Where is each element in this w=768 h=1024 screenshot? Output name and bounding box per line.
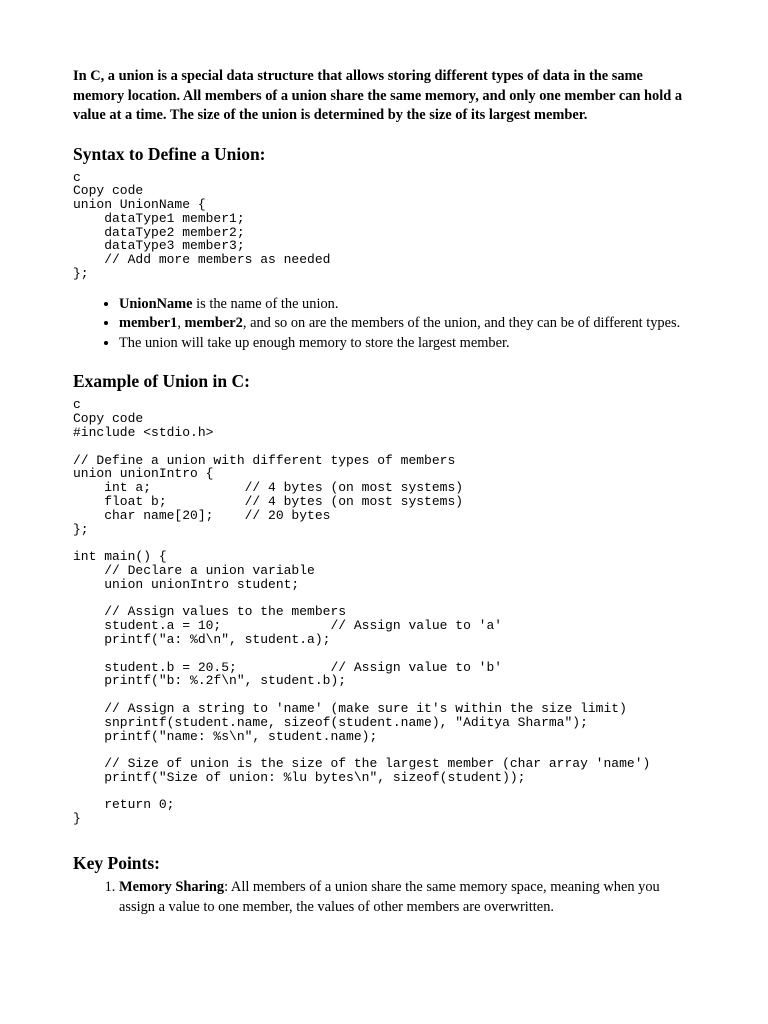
bullet-bold-term: member2 — [184, 315, 243, 332]
example-code-block: c Copy code #include <stdio.h> // Define a union with different types of members union unionIntro { int a; // 4 bytes (on most systems) float b; // 4 bytes (on most systems) char name[20]; // 20 bytes }; int main() { // Declare a union variable union unionIntro student; // Assign values to the members student.a = 10; // Assign value to 'a' printf("a: %d\n", student.a); student.b = 20.5; // Assign value to 'b' printf("b: %.2f\n", student.b); // Assign a string to 'name' (make sure it's within the size limit) snprintf(student.name, sizeof(student.name), "Aditya Sharma"); printf("name: %s\n", student.name); // Size of union is the size of the largest member (char array 'name') printf("Size of union: %lu bytes\n", sizeof(student)); return 0; } — [73, 397, 651, 827]
list-item — [119, 878, 694, 917]
bullet-text: is the name of the union. — [192, 295, 339, 312]
key-points-heading: Key Points: — [73, 853, 161, 874]
key-points-list — [73, 878, 694, 917]
bullet-text: The union will take up enough memory to store the largest member. — [119, 334, 510, 351]
list-item — [119, 295, 694, 315]
example-heading: Example of Union in C: — [73, 371, 250, 392]
bullet-separator: , — [177, 315, 185, 332]
key-point-bold-term: Memory Sharing — [119, 879, 225, 896]
key-point-text: : All members of a union share the same memory space, meaning when you assign a value to one member, the values of other members are overwritten. — [119, 879, 660, 915]
intro-paragraph: In C, a union is a special data structure that allows storing different types of data in the same memory location. All members of a union share the same memory, and only one member can hold a value at a time. The size of the union is determined by the size of its largest member. — [73, 68, 683, 123]
list-item — [119, 314, 694, 334]
list-item — [119, 334, 694, 354]
syntax-code-block: c Copy code union UnionName { dataType1 member1; dataType2 member2; dataType3 member3; // Add more members as needed }; — [73, 169, 331, 282]
syntax-heading: Syntax to Define a Union: — [73, 143, 266, 164]
bullet-bold-term: member1 — [119, 315, 178, 332]
syntax-bullet-list — [73, 295, 694, 354]
bullet-text: , and so on are the members of the union, and they can be of different types. — [242, 315, 681, 332]
bullet-bold-term: UnionName — [119, 295, 193, 312]
